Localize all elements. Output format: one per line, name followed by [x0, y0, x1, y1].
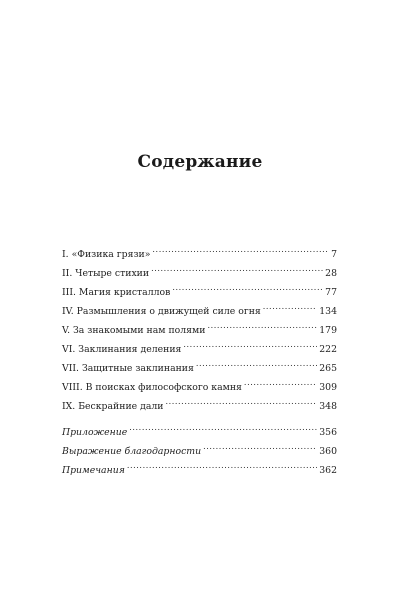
toc-entry-title: I. «Физика грязи»: [62, 249, 151, 260]
chapters-list: [62, 238, 337, 412]
toc-entry-page: 356: [319, 427, 337, 438]
toc-entry-title: VII. Защитные заклинания: [62, 363, 194, 374]
toc-entry-title: II. Четыре стихии: [62, 268, 150, 279]
dot-leader: [244, 371, 317, 390]
toc-entry-title: V. За знакомыми нам полями: [62, 325, 206, 336]
toc-entry-page: 7: [331, 249, 337, 260]
dot-leader: [152, 238, 329, 257]
toc-entry-title: Примечания: [62, 465, 125, 476]
toc-entry-page: 134: [319, 306, 337, 317]
toc-entry-title: III. Магия кристаллов: [62, 287, 171, 298]
toc-entry-page: 265: [319, 363, 337, 374]
dot-leader: [165, 390, 317, 409]
toc-entry-page: 348: [319, 401, 337, 412]
toc-entry-title: IX. Бескрайние дали: [62, 401, 164, 412]
toc-entry-page: 362: [319, 465, 337, 476]
dot-leader: [127, 454, 317, 473]
dot-leader: [196, 352, 317, 371]
toc-entry-title: IV. Размышления о движущей силе огня: [62, 306, 261, 317]
dot-leader: [172, 276, 323, 295]
dot-leader: [203, 435, 317, 454]
dot-leader: [183, 333, 317, 352]
dot-leader: [207, 314, 317, 333]
toc-entry-title: VI. Заклинания деления: [62, 344, 182, 355]
toc-entry-page: 222: [319, 344, 337, 355]
toc-entry-chapter-1[interactable]: [62, 238, 337, 260]
toc-entry-page: 309: [319, 382, 337, 393]
toc-entry-page: 179: [319, 325, 337, 336]
toc-entry-page: 77: [325, 287, 337, 298]
toc-entry-page: 28: [325, 268, 337, 279]
toc-entry-title: Выражение благодарности: [62, 446, 202, 457]
page-title: Содержание: [137, 152, 263, 172]
appendices-list: [62, 416, 337, 476]
toc-entry-title: VIII. В поисках философского камня: [62, 382, 242, 393]
toc-entry-appendix[interactable]: [62, 416, 337, 438]
dot-leader: [129, 416, 317, 435]
toc-entry-page: 360: [319, 446, 337, 457]
table-of-contents: [62, 238, 337, 476]
toc-entry-title: Приложение: [62, 427, 128, 438]
dot-leader: [263, 295, 317, 314]
dot-leader: [151, 257, 323, 276]
